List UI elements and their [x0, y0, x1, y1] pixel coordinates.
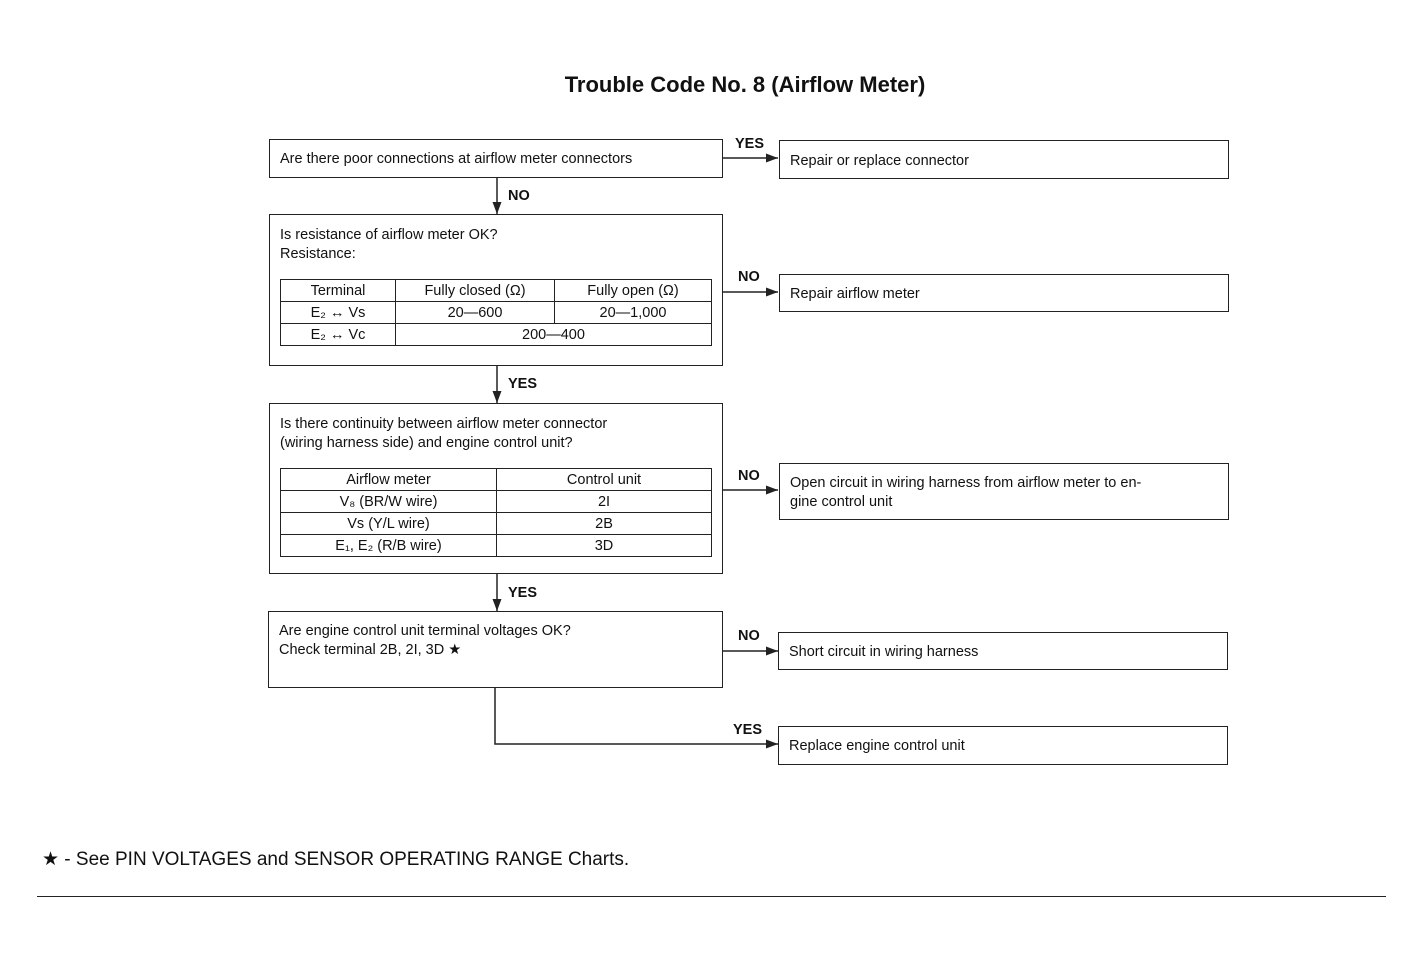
question-subtext: (wiring harness side) and engine control unit? [280, 435, 573, 451]
action-text: Open circuit in wiring harness from airflow meter to en- [790, 475, 1142, 491]
question-subtext: Check terminal 2B, 2I, 3D ★ [279, 642, 462, 658]
action-subtext: gine control unit [790, 494, 893, 510]
question-subtext: Resistance: [280, 246, 356, 262]
table-header: Airflow meter [281, 469, 497, 491]
continuity-table [280, 468, 712, 557]
question-poor-connections [269, 139, 723, 178]
label-no: NO [738, 269, 760, 285]
table-cell: 20—600 [396, 302, 555, 324]
table-cell: V₈ (BR/W wire) [281, 491, 497, 513]
question-text: Is there continuity between airflow meter connector [280, 416, 608, 432]
table-cell: E₁, E₂ (R/B wire) [281, 535, 497, 557]
divider [37, 896, 1386, 897]
action-open-circuit [779, 463, 1229, 520]
action-replace-ecu [778, 726, 1228, 765]
question-text: Are engine control unit terminal voltages OK? [279, 623, 571, 639]
action-short-circuit [778, 632, 1228, 670]
table-header: Terminal [281, 280, 396, 302]
label-no: NO [508, 188, 530, 204]
table-header: Fully open (Ω) [555, 280, 712, 302]
label-yes: YES [508, 585, 538, 601]
table-cell: E₂ ↔ Vc [281, 324, 396, 346]
label-yes: YES [735, 136, 765, 152]
question-text: Is resistance of airflow meter OK? [280, 227, 498, 243]
action-repair-replace-connector [779, 140, 1229, 179]
action-text: Replace engine control unit [789, 738, 965, 754]
footnote: ★ - See PIN VOLTAGES and SENSOR OPERATING RANGE Charts. [42, 849, 630, 870]
action-text: Repair or replace connector [790, 153, 969, 169]
resistance-table [280, 279, 712, 346]
table-cell: 200—400 [396, 324, 712, 346]
label-yes: YES [733, 722, 763, 738]
table-cell: 20—1,000 [555, 302, 712, 324]
label-yes: YES [508, 376, 538, 392]
question-text: Are there poor connections at airflow meter connectors [280, 151, 633, 167]
action-repair-airflow-meter [779, 274, 1229, 312]
table-header: Control unit [497, 469, 712, 491]
table-cell: 3D [497, 535, 712, 557]
question-terminal-voltages [268, 611, 723, 688]
table-cell: 2I [497, 491, 712, 513]
label-no: NO [738, 468, 760, 484]
action-text: Repair airflow meter [790, 286, 920, 302]
page-title: Trouble Code No. 8 (Airflow Meter) [564, 72, 926, 97]
table-cell: Vs (Y/L wire) [281, 513, 497, 535]
action-text: Short circuit in wiring harness [789, 644, 979, 660]
table-header: Fully closed (Ω) [396, 280, 555, 302]
table-cell: 2B [497, 513, 712, 535]
table-cell: E₂ ↔ Vs [281, 302, 396, 324]
label-no: NO [738, 628, 760, 644]
